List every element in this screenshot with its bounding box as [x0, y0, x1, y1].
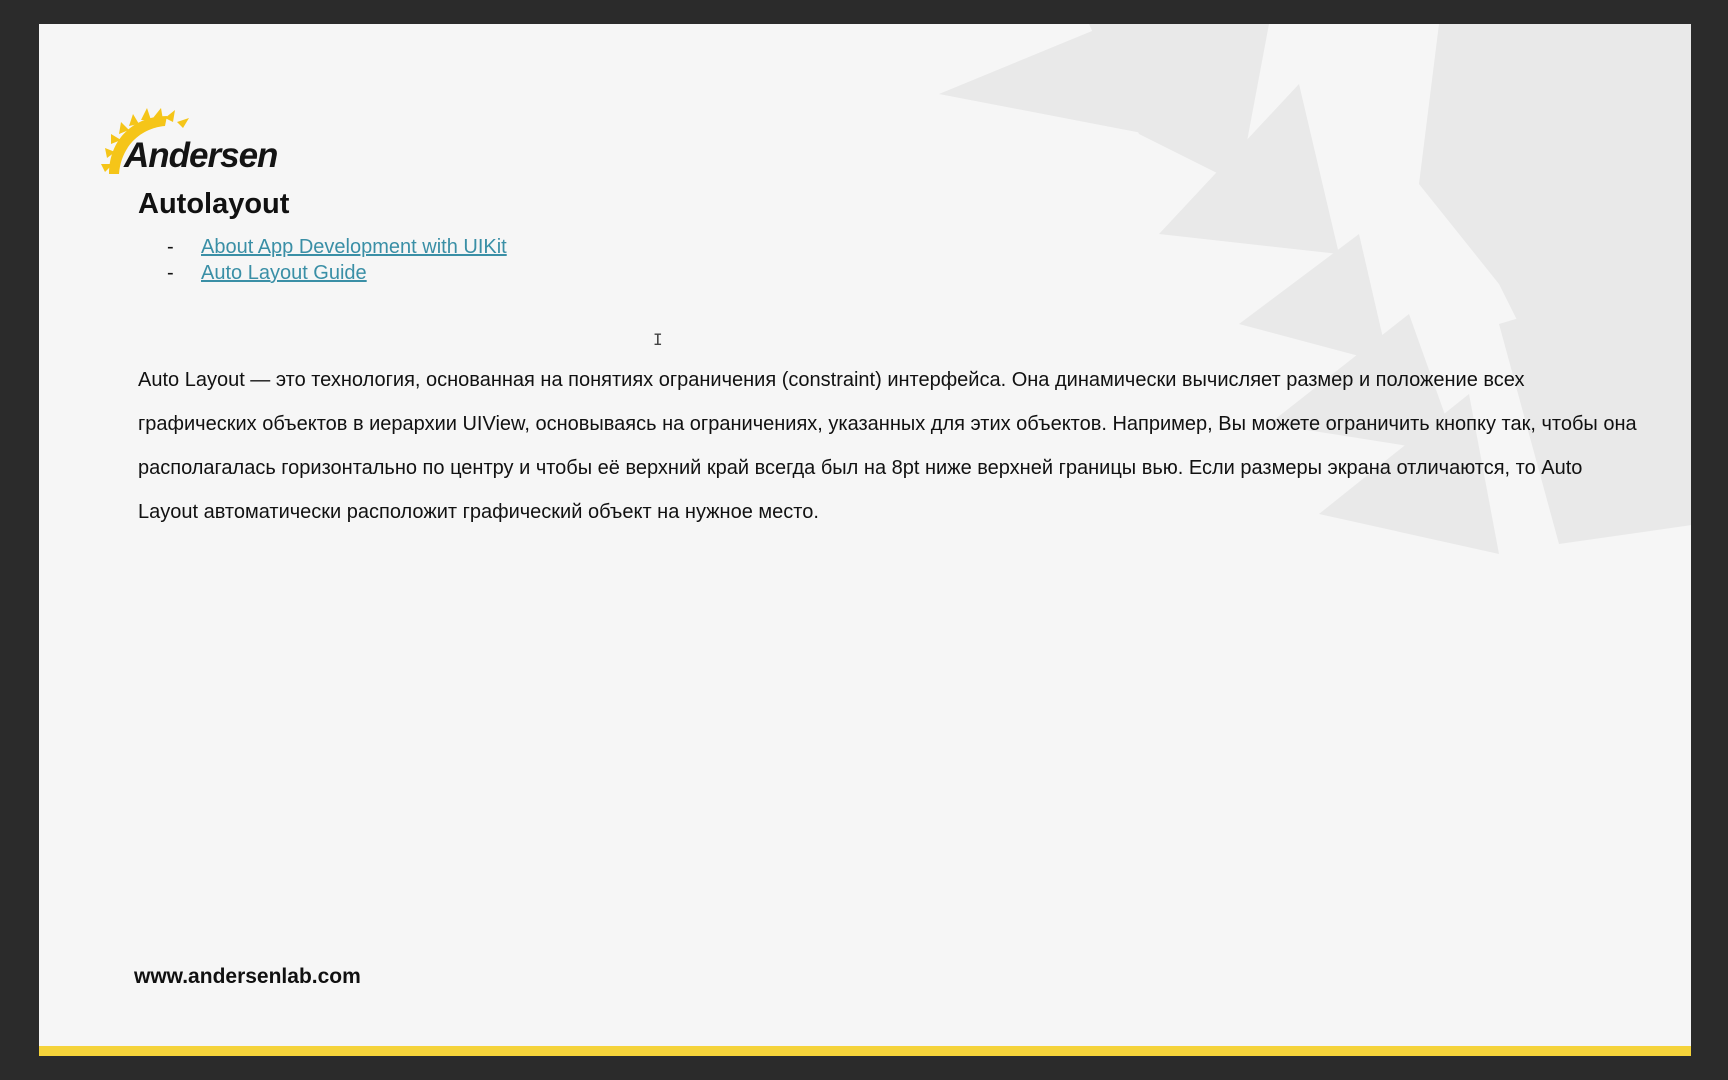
list-bullet: - — [167, 236, 174, 258]
logo-wordmark: Andersen — [124, 136, 278, 175]
body-paragraph: Auto Layout — это технология, основанная на понятиях ограничения (constraint) интерфейса. Она динамически вычисляет размер и положение всех графических объектов в иерархии UIView, основываясь на ограничениях, указанных для этих объектов. Например, Вы можете ограничить кнопку так, чтобы она располагалась горизонтально по центру и чтобы её верхний край всегда был на 8pt ниже верхней границы вью. Если размеры экрана отличаются, то Auto Layout автоматически расположит графический объект на нужное место. — [138, 369, 1637, 523]
presentation-slide — [39, 24, 1691, 1056]
accent-bar — [39, 1046, 1691, 1056]
list-bullet: - — [167, 262, 174, 284]
text-cursor-icon: I — [653, 330, 663, 349]
auto-layout-guide-link[interactable]: Auto Layout Guide — [201, 262, 367, 284]
about-app-development-link[interactable]: About App Development with UIKit — [201, 236, 507, 258]
list-item — [167, 260, 507, 286]
page-title: Autolayout — [138, 188, 290, 220]
footer-url: www.andersenlab.com — [134, 965, 361, 988]
link-list — [167, 234, 507, 286]
list-item — [167, 234, 507, 260]
sun-watermark-icon — [939, 24, 1691, 684]
